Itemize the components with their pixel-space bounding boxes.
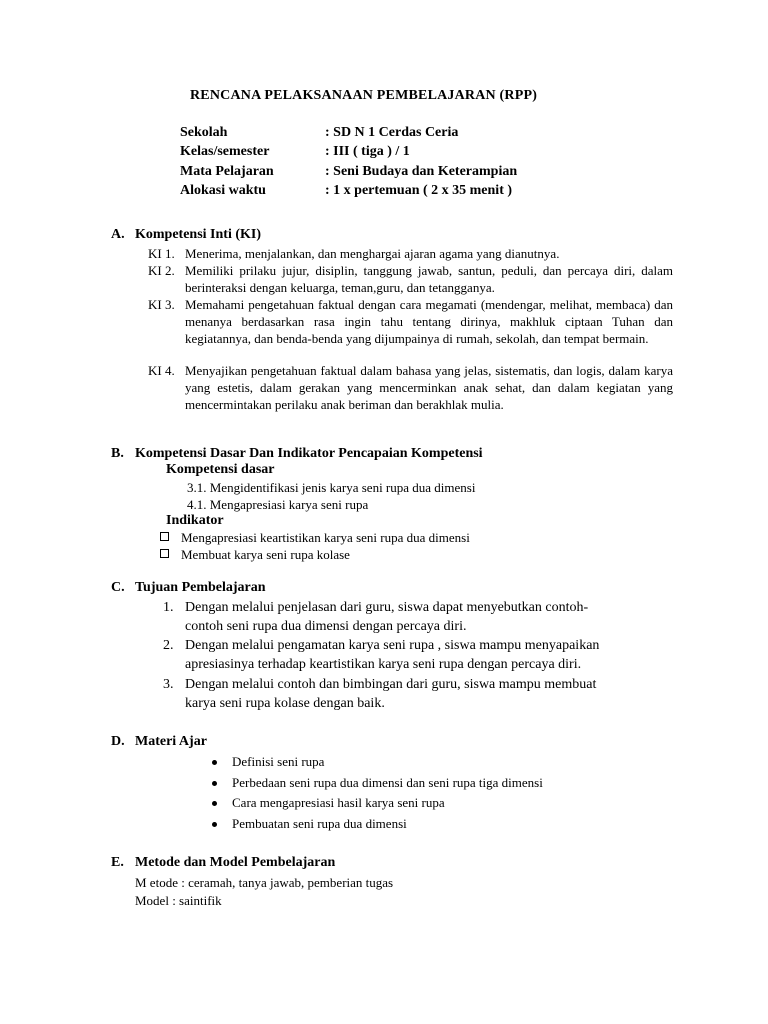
section-a-heading: Kompetensi Inti (KI) [135,227,261,242]
materi-item: Pembuatan seni rupa dua dimensi [232,816,407,831]
bullet-icon [212,760,217,765]
tujuan-number: 2. [163,638,174,653]
identity-value: : 1 x pertemuan ( 2 x 35 menit ) [325,183,513,198]
bullet-icon [212,781,217,786]
identity-label: Alokasi waktu [180,183,266,198]
kd-item: 4.1. Mengapresiasi karya seni rupa [187,497,369,512]
tujuan-line: karya seni rupa kolase dengan baik. [185,696,385,711]
section-b-heading: Kompetensi Dasar Dan Indikator Pencapaian Kompetensi [135,446,483,461]
tujuan-line: apresiasinya terhadap keartistikan karya seni rupa dengan percaya diri. [185,657,582,672]
tujuan-line: contoh seni rupa dua dimensi dengan percaya diri. [185,619,467,634]
tujuan-line: Dengan melalui penjelasan dari guru, siswa dapat menyebutkan contoh- [185,600,589,615]
checkbox-bullet-icon [160,532,169,541]
metode-line: M etode : ceramah, tanya jawab, pemberian tugas [135,875,394,890]
ki-label: KI 4. [148,363,175,378]
kd-item: 3.1. Mengidentifikasi jenis karya seni rupa dua dimensi [187,480,476,495]
bullet-icon [212,801,217,806]
indikator-item: Mengapresiasi keartistikan karya seni rupa dua dimensi [181,530,470,545]
section-d-heading: Materi Ajar [135,734,207,749]
section-b-letter: B. [111,446,124,461]
bullet-icon [212,822,217,827]
ki-label: KI 1. [148,246,175,261]
identity-value: : Seni Budaya dan Keterampian [325,164,518,179]
identity-label: Mata Pelajaran [180,164,274,179]
kd-heading: Kompetensi dasar [166,462,275,477]
materi-item: Cara mengapresiasi hasil karya seni rupa [232,795,445,810]
identity-label: Kelas/semester [180,144,270,159]
tujuan-line: Dengan melalui pengamatan karya seni rupa , siswa mampu menyapaikan [185,638,600,653]
section-e-letter: E. [111,855,124,870]
identity-value: : III ( tiga ) / 1 [325,144,410,159]
identity-value: : SD N 1 Cerdas Ceria [325,125,459,140]
ki-text: Menyajikan pengetahuan faktual dalam bahasa yang jelas, sistematis, dan logis, dalam karya yang estetis, dalam gerakan yang mencerminkan anak sehat, dan dalam kegiatan yang mencermintakan perilaku anak beriman dan berakhlak mulia. [185,363,673,412]
section-a-letter: A. [111,227,125,242]
section-c-heading: Tujuan Pembelajaran [135,580,266,595]
indikator-item: Membuat karya seni rupa kolase [181,547,350,562]
ki-text: Memahami pengetahuan faktual dengan cara megamati (mendengar, melihat, membaca) dan menanya berdasarkan rasa ingin tahu tentang dirinya, makhluk ciptaan Tuhan dan kegiatannya, dan benda-benda yang dijumpainya di rumah, sekolah, dan tempat bermain. [185,297,673,346]
section-d-letter: D. [111,734,125,749]
ki-label: KI 3. [148,297,175,312]
ki-text: Memiliki prilaku jujur, disiplin, tanggung jawab, santun, peduli, dan percaya diri, dalam berinteraksi dengan keluarga, teman,guru, dan tetangganya. [185,263,673,295]
document-title: RENCANA PELAKSANAAN PEMBELAJARAN (RPP) [190,88,538,103]
section-c-letter: C. [111,580,125,595]
materi-item: Definisi seni rupa [232,754,325,769]
checkbox-bullet-icon [160,549,169,558]
tujuan-number: 3. [163,677,174,692]
section-e-heading: Metode dan Model Pembelajaran [135,855,336,870]
ki-text: Menerima, menjalankan, dan menghargai ajaran agama yang dianutnya. [185,246,560,261]
materi-item: Perbedaan seni rupa dua dimensi dan seni rupa tiga dimensi [232,775,543,790]
identity-label: Sekolah [180,125,228,140]
tujuan-line: Dengan melalui contoh dan bimbingan dari guru, siswa mampu membuat [185,677,597,692]
tujuan-number: 1. [163,600,174,615]
model-line: Model : saintifik [135,893,222,908]
indikator-heading: Indikator [166,513,224,528]
ki-label: KI 2. [148,263,175,278]
